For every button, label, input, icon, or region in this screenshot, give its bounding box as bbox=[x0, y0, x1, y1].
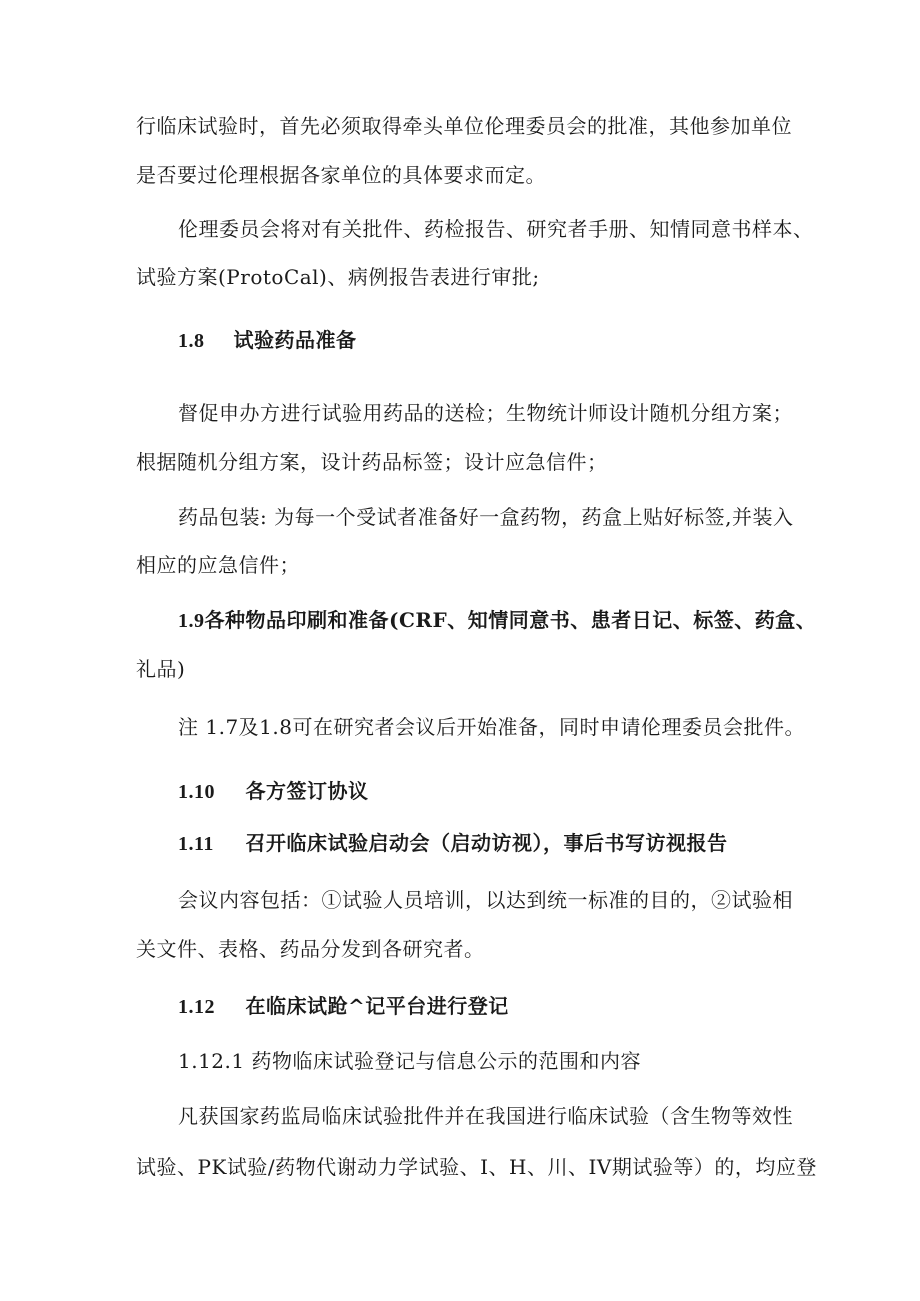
paragraph-line: 督促申办方进行试验用药品的送检；生物统计师设计随机分组方案； bbox=[178, 401, 793, 425]
section-title: 各种物品印刷和准备(CRF、知情同意书、患者日记、标签、药盒、 bbox=[204, 608, 817, 632]
section-heading-1-9 bbox=[178, 606, 816, 635]
section-heading-1-12 bbox=[178, 992, 509, 1021]
section-number: 1.9 bbox=[178, 610, 205, 632]
paragraph-line: 会议内容包括：①试验人员培训，以达到统一标准的目的，②试验相 bbox=[178, 888, 793, 912]
section-heading-1-10 bbox=[178, 777, 368, 806]
section-heading-1-8 bbox=[178, 326, 356, 355]
paragraph-line: 行临床试验时，首先必须取得牵头单位伦理委员会的批准，其他参加单位 bbox=[136, 114, 792, 138]
section-number: 1.10 bbox=[178, 781, 215, 803]
note-line: 注 1.7及1.8可在研究者会议后开始准备，同时申请伦理委员会批件。 bbox=[178, 715, 805, 739]
paragraph-line: 伦理委员会将对有关批件、药检报告、研究者手册、知情同意书样本、 bbox=[178, 217, 814, 241]
paragraph-line: 药品包装: 为每一个受试者准备好一盒药物，药盒上贴好标签,并装入 bbox=[178, 505, 794, 529]
section-number: 1.12 bbox=[178, 996, 215, 1018]
paragraph-line: 礼品) bbox=[136, 657, 186, 681]
paragraph-line: 试验、PK试验/药物代谢动力学试验、I、H、川、IV期试验等）的，均应登 bbox=[136, 1155, 817, 1179]
paragraph-line: 相应的应急信件； bbox=[136, 553, 300, 577]
paragraph-line: 试验方案(ProtoCal)、病例报告表进行审批; bbox=[136, 265, 540, 289]
section-number: 1.11 bbox=[178, 833, 214, 855]
section-number: 1.8 bbox=[178, 330, 205, 352]
paragraph-line: 根据随机分组方案，设计药品标签；设计应急信件； bbox=[136, 450, 608, 474]
paragraph-line: 凡获国家药监局临床试验批件并在我国进行临床试验（含生物等效性 bbox=[178, 1104, 793, 1128]
section-title: 召开临床试验启动会（启动访视），事后书写访视报告 bbox=[245, 831, 728, 855]
section-heading-1-11 bbox=[178, 829, 727, 858]
paragraph-line: 是否要过伦理根据各家单位的具体要求而定。 bbox=[136, 163, 546, 187]
section-title: 在临床试跄^记平台进行登记 bbox=[245, 994, 509, 1018]
subsection-heading-1-12-1: 1.12.1 药物临床试验登记与信息公示的范围和内容 bbox=[178, 1049, 641, 1073]
section-title: 各方签订协议 bbox=[245, 779, 369, 803]
paragraph-line: 关文件、表格、药品分发到各研究者。 bbox=[136, 937, 485, 961]
section-title: 试验药品准备 bbox=[233, 328, 357, 352]
